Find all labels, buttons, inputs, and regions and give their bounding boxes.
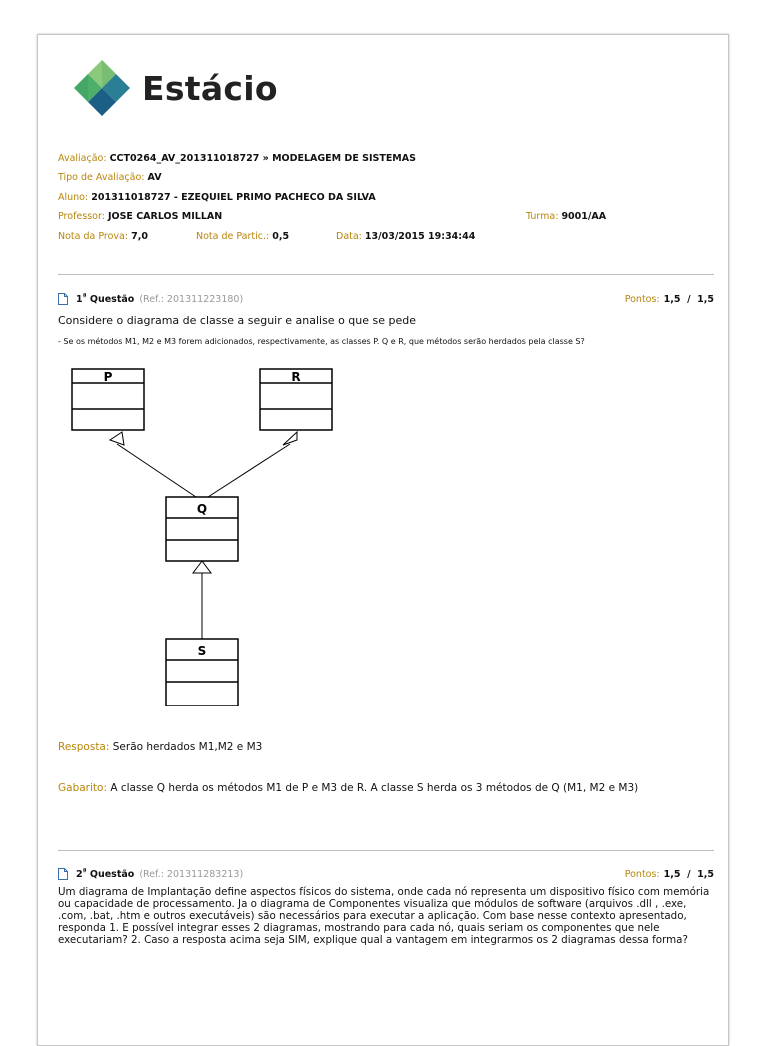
nota-partic-value: 0,5 xyxy=(272,231,290,242)
question-title: $2^ª$ Questão xyxy=(76,867,135,881)
data-label: Data: xyxy=(336,231,362,242)
inheritance-q-to-r xyxy=(208,432,297,497)
gabarito-label: Gabarito: xyxy=(58,782,107,794)
resposta-label: Resposta: xyxy=(58,741,110,753)
document-icon xyxy=(58,868,68,880)
divider xyxy=(58,274,714,275)
estacio-logo xyxy=(72,55,278,121)
class-label-s: S xyxy=(197,644,207,658)
aluno-value: 201311018727 - EZEQUIEL PRIMO PACHECO DA SILVA xyxy=(91,192,376,203)
aluno-row xyxy=(58,192,376,204)
inheritance-q-to-p xyxy=(110,432,196,497)
professor-label: Professor: xyxy=(58,211,105,222)
data-row xyxy=(336,231,475,243)
nota-partic-row xyxy=(196,231,289,243)
question-score: Pontos: 1,5 / 1,5 xyxy=(624,293,714,305)
question-2-header xyxy=(58,866,714,882)
question-sub-statement: - Se os métodos M1, M2 e M3 forem adicionados, respectivamente, as classes P. Q e R, que métodos serão herdados pela classe S? xyxy=(58,337,585,346)
class-label-r: R xyxy=(291,370,301,384)
gabarito-row xyxy=(58,782,638,794)
question-ref: (Ref.: 201311283213) xyxy=(139,868,244,880)
diamond-logo-icon xyxy=(72,58,132,118)
question-statement: Considere o diagrama de classe a seguir e analise o que se pede xyxy=(58,314,417,327)
inheritance-s-to-q xyxy=(193,561,211,639)
question-statement: Um diagrama de Implantação define aspectos físicos do sistema, onde cada nó representa um dispositivo físico com memória ou capacidade de processamento. Ja o diagrama de Componentes visualiza que módulos de software (arquivos .dll , .exe, .com, .bat, .htm e outros executáveis) são necessários para executar a aplicação. Com base nesse contexto apresentado, responda 1. E possível integrar esses 2 diagramas, mostrando para cada nó, quais seriam os componentes que nele executariam? 2. Caso a resposta acima seja SIM, explique qual a vantagem em integrarmos os 2 diagramas dessa forma? xyxy=(58,886,710,946)
uml-class-diagram xyxy=(68,361,348,706)
avaliacao-value: CCT0264_AV_201311018727 » MODELAGEM DE SISTEMAS xyxy=(109,153,416,164)
data-value: 13/03/2015 19:34:44 xyxy=(364,231,476,242)
resposta-row xyxy=(58,741,262,753)
divider xyxy=(58,850,714,851)
question-1-header xyxy=(58,291,714,307)
document-icon xyxy=(58,293,68,305)
nota-partic-label: Nota de Partic.: xyxy=(196,231,270,242)
turma-row xyxy=(526,211,606,223)
professor-value: JOSE CARLOS MILLAN xyxy=(107,211,223,222)
nota-prova-row xyxy=(58,231,148,243)
class-label-p: P xyxy=(103,370,113,384)
turma-value: 9001/AA xyxy=(561,211,607,222)
turma-label: Turma: xyxy=(526,211,559,222)
professor-row xyxy=(58,211,222,223)
nota-prova-value: 7,0 xyxy=(131,231,148,242)
avaliacao-label: Avaliação: xyxy=(58,153,107,164)
tipo-label: Tipo de Avaliação: xyxy=(58,172,145,183)
aluno-label: Aluno: xyxy=(58,192,89,203)
gabarito-value: A classe Q herda os métodos M1 de P e M3 de R. A classe S herda os 3 métodos de Q (M1, M2 e M3) xyxy=(110,782,639,794)
tipo-value: AV xyxy=(147,172,162,183)
page-frame xyxy=(37,34,729,1046)
avaliacao-row xyxy=(58,153,416,165)
question-score: Pontos: 1,5 / 1,5 xyxy=(624,868,714,880)
brand-name: Estácio xyxy=(142,68,278,108)
question-title: $1^ª$ Questão xyxy=(76,292,135,306)
nota-prova-label: Nota da Prova: xyxy=(58,231,129,242)
resposta-value: Serão herdados M1,M2 e M3 xyxy=(112,741,263,753)
question-ref: (Ref.: 201311223180) xyxy=(139,293,244,305)
class-label-q: Q xyxy=(196,502,208,516)
tipo-row xyxy=(58,172,162,184)
